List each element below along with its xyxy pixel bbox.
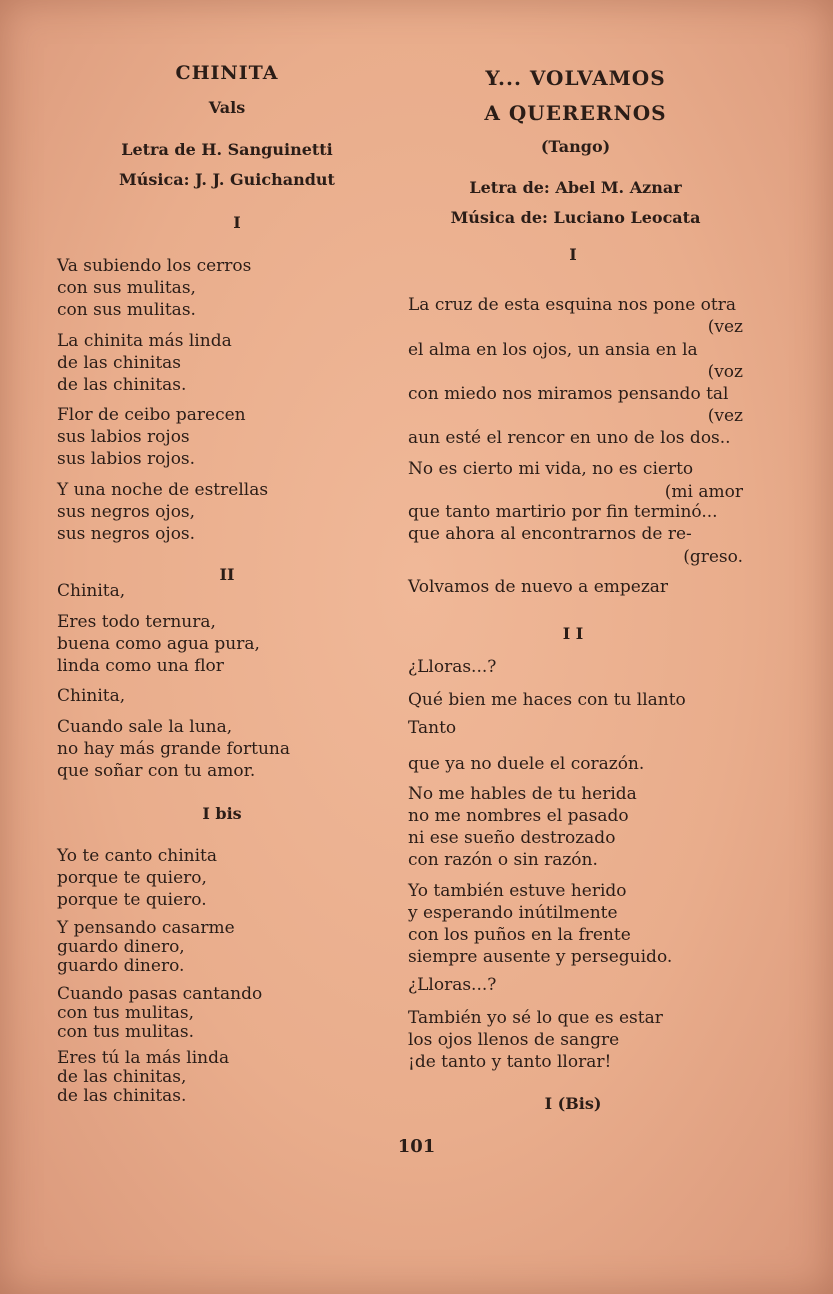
verse-line: con sus mulitas, xyxy=(57,278,196,298)
verse-line: de las chinitas. xyxy=(57,375,187,395)
verse-line: Eres tú la más linda xyxy=(57,1048,230,1068)
stanza xyxy=(57,919,235,976)
verse-line: La cruz de esta esquina nos pone otra xyxy=(408,295,736,315)
song-title-line1: Y... VOLVAMOS xyxy=(485,66,666,90)
stanza xyxy=(57,985,262,1042)
lyrics-credit: Letra de: Abel M. Aznar xyxy=(469,178,682,197)
verse-line: Cuando pasas cantando xyxy=(57,984,263,1004)
verse-line: Flor de ceibo parecen xyxy=(57,405,246,425)
verse-line: con razón o sin razón. xyxy=(408,850,598,870)
song-title-line2: A QUERERNOS xyxy=(484,101,667,125)
verse-line: porque te quiero. xyxy=(57,890,207,910)
verse-line: y esperando inútilmente xyxy=(408,903,618,923)
song-genre: (Tango) xyxy=(540,137,611,156)
verse-line: aun esté el rencor en uno de los dos.. xyxy=(408,428,731,448)
verse-line: No es cierto mi vida, no es cierto xyxy=(408,459,694,479)
verse-line: Volvamos de nuevo a empezar xyxy=(408,577,669,597)
verse-line: Va subiendo los cerros xyxy=(57,256,252,276)
section-heading: I bis xyxy=(202,804,242,823)
verse-line: de las chinitas. xyxy=(57,1086,187,1106)
verse-line: Yo te canto chinita xyxy=(57,846,218,866)
lyrics-credit: Letra de H. Sanguinetti xyxy=(121,140,333,159)
stanza xyxy=(57,611,260,677)
section-heading: I xyxy=(569,245,577,264)
section-heading: I I xyxy=(562,624,584,643)
verse-line: con los puños en la frente xyxy=(408,925,631,945)
stanza xyxy=(57,1049,229,1106)
verse-line: con sus mulitas. xyxy=(57,300,196,320)
music-credit: Música: J. J. Guichandut xyxy=(119,170,335,189)
verse-line: los ojos llenos de sangre xyxy=(408,1030,620,1050)
music-credit: Música de: Luciano Leocata xyxy=(450,208,701,227)
stanza xyxy=(57,330,232,396)
verse-line: de las chinitas xyxy=(57,353,182,373)
verse-continuation: (mi amor xyxy=(664,482,743,502)
stanza xyxy=(57,404,246,470)
stanza xyxy=(57,685,125,707)
section-heading: I (Bis) xyxy=(544,1094,602,1113)
verse-line: Cuando sale la luna, xyxy=(57,717,233,737)
stanza xyxy=(408,1007,663,1073)
verse-line: sus negros ojos, xyxy=(57,502,196,522)
stanza xyxy=(57,580,125,602)
section-heading: II xyxy=(219,565,235,584)
verse-line: con tus mulitas, xyxy=(57,1003,195,1023)
verse-line: sus labios rojos. xyxy=(57,449,196,469)
verse-continuation: (voz xyxy=(707,362,743,382)
verse-line: Yo también estuve herido xyxy=(408,881,627,901)
verse-line: Chinita, xyxy=(57,686,126,706)
stanza xyxy=(408,880,672,968)
verse-line: buena como agua pura, xyxy=(57,634,260,654)
verse-line: No me hables de tu herida xyxy=(408,784,637,804)
verse-line: que soñar con tu amor. xyxy=(57,761,256,781)
verse-line: ¿Lloras...? xyxy=(408,657,497,677)
stanza xyxy=(57,479,268,545)
verse-continuation: (vez xyxy=(707,406,743,426)
stanza xyxy=(57,716,290,782)
song-genre: Vals xyxy=(208,98,246,117)
verse-line: que tanto martirio por fin terminó... xyxy=(408,502,718,522)
verse-line: linda como una flor xyxy=(57,656,224,676)
verse-line: Y una noche de estrellas xyxy=(57,480,269,500)
verse-line: Tanto xyxy=(408,718,457,738)
verse-line: el alma en los ojos, un ansia en la xyxy=(408,340,698,360)
verse-line: que ya no duele el corazón. xyxy=(408,754,645,774)
verse-line: Qué bien me haces con tu llanto xyxy=(408,690,686,710)
song-title: CHINITA xyxy=(175,62,279,84)
stanza xyxy=(408,783,637,871)
verse-line: También yo sé lo que es estar xyxy=(408,1008,663,1028)
verse-line: no me nombres el pasado xyxy=(408,806,629,826)
page-number: 101 xyxy=(397,1136,436,1157)
stanza xyxy=(57,255,251,321)
verse-line: con tus mulitas. xyxy=(57,1022,195,1042)
verse-line: porque te quiero, xyxy=(57,868,207,888)
verse-line: Eres todo ternura, xyxy=(57,612,216,632)
verse-line: ni ese sueño destrozado xyxy=(408,828,616,848)
verse-continuation: (vez xyxy=(707,317,743,337)
verse-line: siempre ausente y perseguido. xyxy=(408,947,673,967)
section-heading: I xyxy=(233,213,241,232)
verse-line: sus negros ojos. xyxy=(57,524,196,544)
verse-continuation: (greso. xyxy=(683,547,743,567)
verse-line: con miedo nos miramos pensando tal xyxy=(408,384,729,404)
verse-line: no hay más grande fortuna xyxy=(57,739,291,759)
verse-line: que ahora al encontrarnos de re- xyxy=(408,524,692,544)
verse-line: guardo dinero, xyxy=(57,937,185,957)
verse-line: guardo dinero. xyxy=(57,956,185,976)
verse-line: de las chinitas, xyxy=(57,1067,187,1087)
stanza xyxy=(57,845,217,911)
verse-line: ¿Lloras...? xyxy=(408,975,497,995)
verse-line: Chinita, xyxy=(57,581,126,601)
verse-line: Y pensando casarme xyxy=(57,918,235,938)
verse-line: sus labios rojos xyxy=(57,427,190,447)
verse-line: ¡de tanto y tanto llorar! xyxy=(408,1052,612,1072)
verse-line: La chinita más linda xyxy=(57,331,232,351)
